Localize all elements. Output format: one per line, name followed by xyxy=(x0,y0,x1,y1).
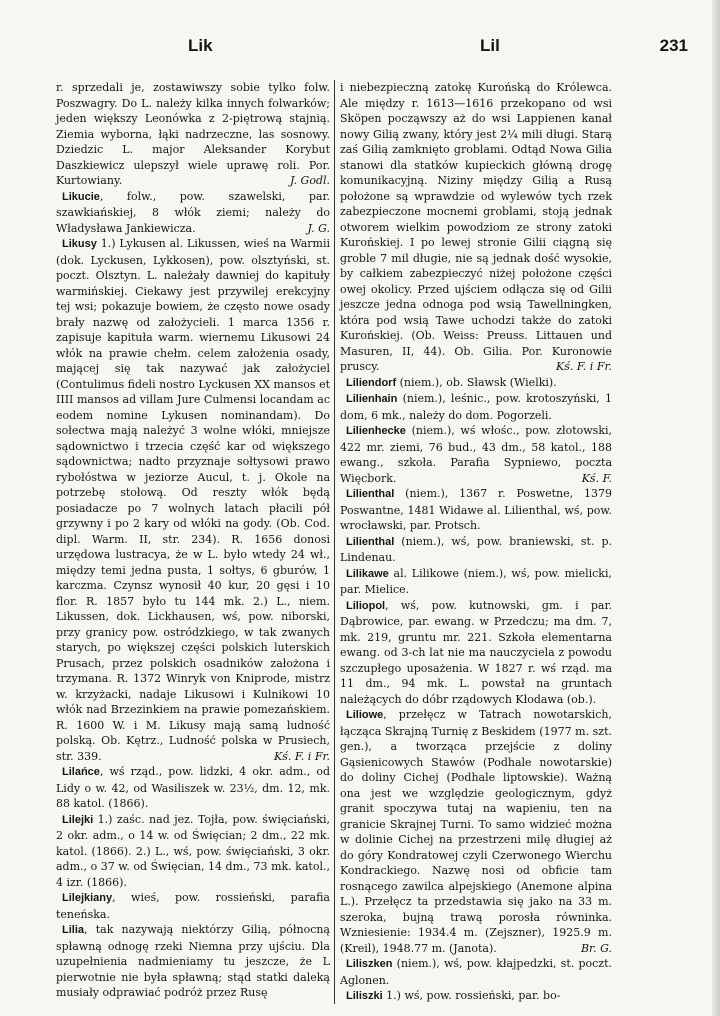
author-signature: Kś. F. i Fr. xyxy=(556,360,612,373)
entry-text: , wś rząd., pow. lidzki, 4 okr. adm., od Lidy o w. 42, od Wasiliszek w. 23½, dm. 12, mk. 88 katol. (1866). xyxy=(56,765,330,810)
entry-text: (niem.), ob. Sławsk (Wielki). xyxy=(396,375,557,389)
entry-headword: Liliszken xyxy=(346,958,393,970)
entry-text: , wś, pow. kutnowski, gm. i par. Dąbrowice, par. ewang. w Przedczu; ma dm. 7, mk. 219, gruntu mr. 221. Szkoła elementarna ewang. od 3-ch lat nie ma nauczyciela z powodu szczupłego uposażenia. W 1827 r. wś rząd. ma 11 dm., 94 mk. L. powstał na gruntach należących do dóbr rządowych Kłodawa (ob.). xyxy=(340,598,612,706)
entry-continuation xyxy=(340,80,612,375)
right-column xyxy=(340,80,612,1005)
left-column xyxy=(56,80,330,1001)
dictionary-entry xyxy=(56,236,330,764)
dictionary-entry xyxy=(340,988,612,1005)
entry-text: (niem.), wś włośc., pow. złotowski, 422 mr. ziemi, 76 bud., 43 dm., 58 katol., 188 ewang., szkoła. Parafia Sypniewo, poczta Więcbork. xyxy=(340,424,612,485)
running-head-right: Lil xyxy=(480,36,500,55)
entry-text: , tak nazywają niektórzy Gilią, północną spławną odnogę rzeki Niemna przy ujściu. Dla uzupełnienia nadmieniamy tu jeszcze, że L pierwotnie nie była spławną; stąd statki daleką musiały odprawiać podróż przez Rusę xyxy=(56,923,330,999)
entry-text: , folw., pow. szawelski, par. szawkiańskiej, 8 włók ziemi; należy do Władysława Jankiewicza. xyxy=(56,189,330,235)
entry-headword: Lilia xyxy=(62,924,85,936)
dictionary-entry xyxy=(340,598,612,708)
author-signature: Kś. F. xyxy=(581,471,612,485)
entry-headword: Liliszki xyxy=(346,990,383,1002)
entry-text: i niebezpieczną zatokę Kurońską do Królewca. Ale między r. 1613—1616 przekopano od wsi Sköpen począwszy aż do wsi Lappienen kanał nowy Gilią zwany, który jest 2¼ mili długi. Starą zaś Gilią zamknięto groblami. Odtąd Nowa Gilia stanowi dla statków kupieckich główną drogę komunikacyjną. Niziny między Gilią a Rusą położone są wprawdzie od wylewów tych rzek zabezpieczone mocnemi groblami, stoją jednak otworem wielkim powodziom ze strony zatoki Kurońskiej. I po lewej stronie Gilii ciągną się groble 7 mil długie, nie są jednak dość wysokie, by całkiem zabezpieczyć niżej położone części owej okolicy. Przed ujściem odłącza się od Gilii jeszcze jedna odnoga pod wsią Tawellningken, która pod wsią Tawe uchodzi także do zatoki Kurońskiej. (Ob. Weiss: Preuss. Littauen und Masuren, II, 44). Ob. Gilia. Por. Kuronowie pruscy. xyxy=(340,81,612,373)
entry-text: (niem.), 1367 r. Poswetne, 1379 Poswantne, 1481 Widawe al. Lilienthal, wś, pow. wrocławski, par. Protsch. xyxy=(340,487,612,532)
author-signature: J. G. xyxy=(307,221,330,235)
dictionary-entry xyxy=(340,534,612,566)
entry-headword: Lilikawe xyxy=(346,567,389,580)
dictionary-entry xyxy=(340,956,612,988)
entry-text: r. sprzedali je, zostawiwszy sobie tylko folw. Poszwagry. Do L. należy kilka innych folwarków; jeden większy Leonówka z 2-piętrową stajnią. Ziemia wyborna, łąki nadrzeczne, las sosnowy. Dziedzic L. major Aleksander Korybut Daszkiewicz ulepszył wiele uprawę roli. Por. Kurtowiany. xyxy=(56,81,330,187)
author-signature: J. Godl. xyxy=(289,174,330,187)
page-edge-shadow xyxy=(712,0,720,1016)
entry-text: (niem.), wś, pow. braniewski, st. p. Lindenau. xyxy=(340,534,612,564)
dictionary-entry xyxy=(56,890,330,922)
entry-text: (niem.), leśnic., pow. krotoszyński, 1 dom, 6 mk., należy do dom. Pogorzeli. xyxy=(340,392,612,422)
entry-text: , przełęcz w Tatrach nowotarskich, łącząca Skrajną Turnię z Beskidem (1977 m. szt. gen.), a tworząca przejście z doliny Gąsienicowych Stawów (Podhale nowotarskie) do doliny Cichej (Podhale liptowskie). Ważną ona jest we względzie geologicznym, gdyż granit spoczywa tutaj na wapieniu, ten na granicie Skrajnej Turni. To samo widzieć można w dolinie Cichej na przestrzeni milę długiej aż do góry Kondratowej czyli Czerwonego Wierchu Kondrackiego. Nazwę nosi od obficie tam rosnącego zawilca alpejskiego (Anemone alpina L.). Przełęcz ta przedstawia się jako na 33 m. szeroka, bujną trawą porosła równinka. Wzniesienie: 1934.4 m. (Zejszner), 1925.9 m. (Kreil), 1948.77 m. (Janota). xyxy=(340,708,612,955)
entry-headword: Likusy xyxy=(62,238,97,250)
entry-headword: Liliendorf xyxy=(346,376,397,389)
dictionary-entry xyxy=(56,189,330,237)
dictionary-entry xyxy=(340,707,612,956)
dictionary-entry xyxy=(56,922,330,1001)
dictionary-entry xyxy=(340,375,612,392)
dictionary-entry xyxy=(340,566,612,598)
dictionary-entry xyxy=(340,391,612,423)
entry-headword: Liliopol xyxy=(346,599,386,612)
column-divider xyxy=(334,80,335,1004)
entry-headword: Likucie xyxy=(62,190,100,203)
entry-text: al. Lilikowe (niem.), wś, pow. mielicki, par. Mielice. xyxy=(340,566,612,596)
page-number: 231 xyxy=(659,36,688,55)
entry-continuation xyxy=(56,80,330,189)
dictionary-entry xyxy=(340,486,612,534)
entry-text: 1.) Lykusen al. Likussen, wieś na Warmii (dok. Lyckusen, Lykkosen), pow. olsztyński, st. poczt. Olsztyn. L. należały dawniej do kapituły warmińskiej. Ciekawy jest przywilej erekcyjny tej wsi; pokazuje bowiem, że często nowe osady brały nazwę od założycieli. 1 marca 1356 r. zapisuje kapituła warm. wiernemu Likusowi 24 włók na prawie chełm. celem założenia osady, mającej się tak nazywać jak założyciel (Contulimus fideli nostro Lyckusen XX mansos et IIII mansos ad villam Jure Culmensi locandam ac eodem nomine Lykusen nominandam). Do sołectwa mają należyć 3 wolne włóki, mniejsze sądownictwo i trzecia część kar od większego sądownictwa; nadto przyznaje sołtysowi prawo rybołóstwa w jeziorze Aucul, t. j. Okole na potrzebę stołową. Od reszty włók będą posiadacze po 7 wolnych latach płacili pół grzywny i po 2 kary od włóki na gody. (Ob. Cod. dipl. Warm. II, str. 234). R. 1656 donosi urzędowa lustracya, że w L. było wtedy 24 wł., między temi jedna pusta, 1 sołtys, 6 gburów, 1 karczma. Czynsz wynosił 40 kur, 20 gęsi i 10 flor. R. 1857 było tu 144 mk. 2.) L., niem. Likussen, dok. Lickhausen, wś, pow. niborski, przy granicy pow. ostródzkiego, w tak zwanych starych, po większej części polskich luterskich Prusach, przez polskich osadników założona i trzymana. R. 1372 Winryk von Kniprode, mistrz w. krzyżacki, nadaje Likusowi i Kulnikowi 10 włók nad Brzezinkiem na prawie pomezańskiem. R. 1600 W. i M. Likusy mają samą ludność polską. Ob. Kętrz., Ludność polska w Prusiech, str. 339. xyxy=(56,237,330,763)
entry-text: 1.) zaśc. nad jez. Tojła, pow. święciański, 2 okr. adm., o 14 w. od Święcian; 2 dm., 22 mk. katol. (1866). 2.) L., wś, pow. święciański, 3 okr. adm., o 37 w. od Święcian, 14 dm., 73 mk. katol., 4 izr. (1866). xyxy=(56,812,330,889)
entry-headword: Lilejkiany xyxy=(62,892,113,904)
entry-headword: Lilejki xyxy=(62,813,94,826)
dictionary-entry xyxy=(340,423,612,486)
entry-headword: Lilańce xyxy=(62,766,100,778)
author-signature: Kś. F. i Fr. xyxy=(274,749,330,763)
page-header xyxy=(52,36,690,66)
entry-text: (niem.), wś, pow. kłajpedzki, st. poczt. Aglonen. xyxy=(340,957,612,987)
entry-text: , wieś, pow. rossieński, parafia teneńska. xyxy=(56,891,330,921)
author-signature: Br. G. xyxy=(580,941,612,955)
entry-headword: Liliowe xyxy=(346,709,384,721)
running-head-left: Lik xyxy=(188,36,213,55)
entry-headword: Lilienhecke xyxy=(346,425,406,437)
entry-headword: Lilienthal xyxy=(346,488,395,500)
dictionary-entry xyxy=(56,812,330,891)
entry-headword: Lilienhain xyxy=(346,393,398,405)
dictionary-entry xyxy=(56,764,330,812)
entry-headword: Lilienthal xyxy=(346,535,395,548)
entry-text: 1.) wś, pow. rossieński, par. bo- xyxy=(382,989,561,1002)
